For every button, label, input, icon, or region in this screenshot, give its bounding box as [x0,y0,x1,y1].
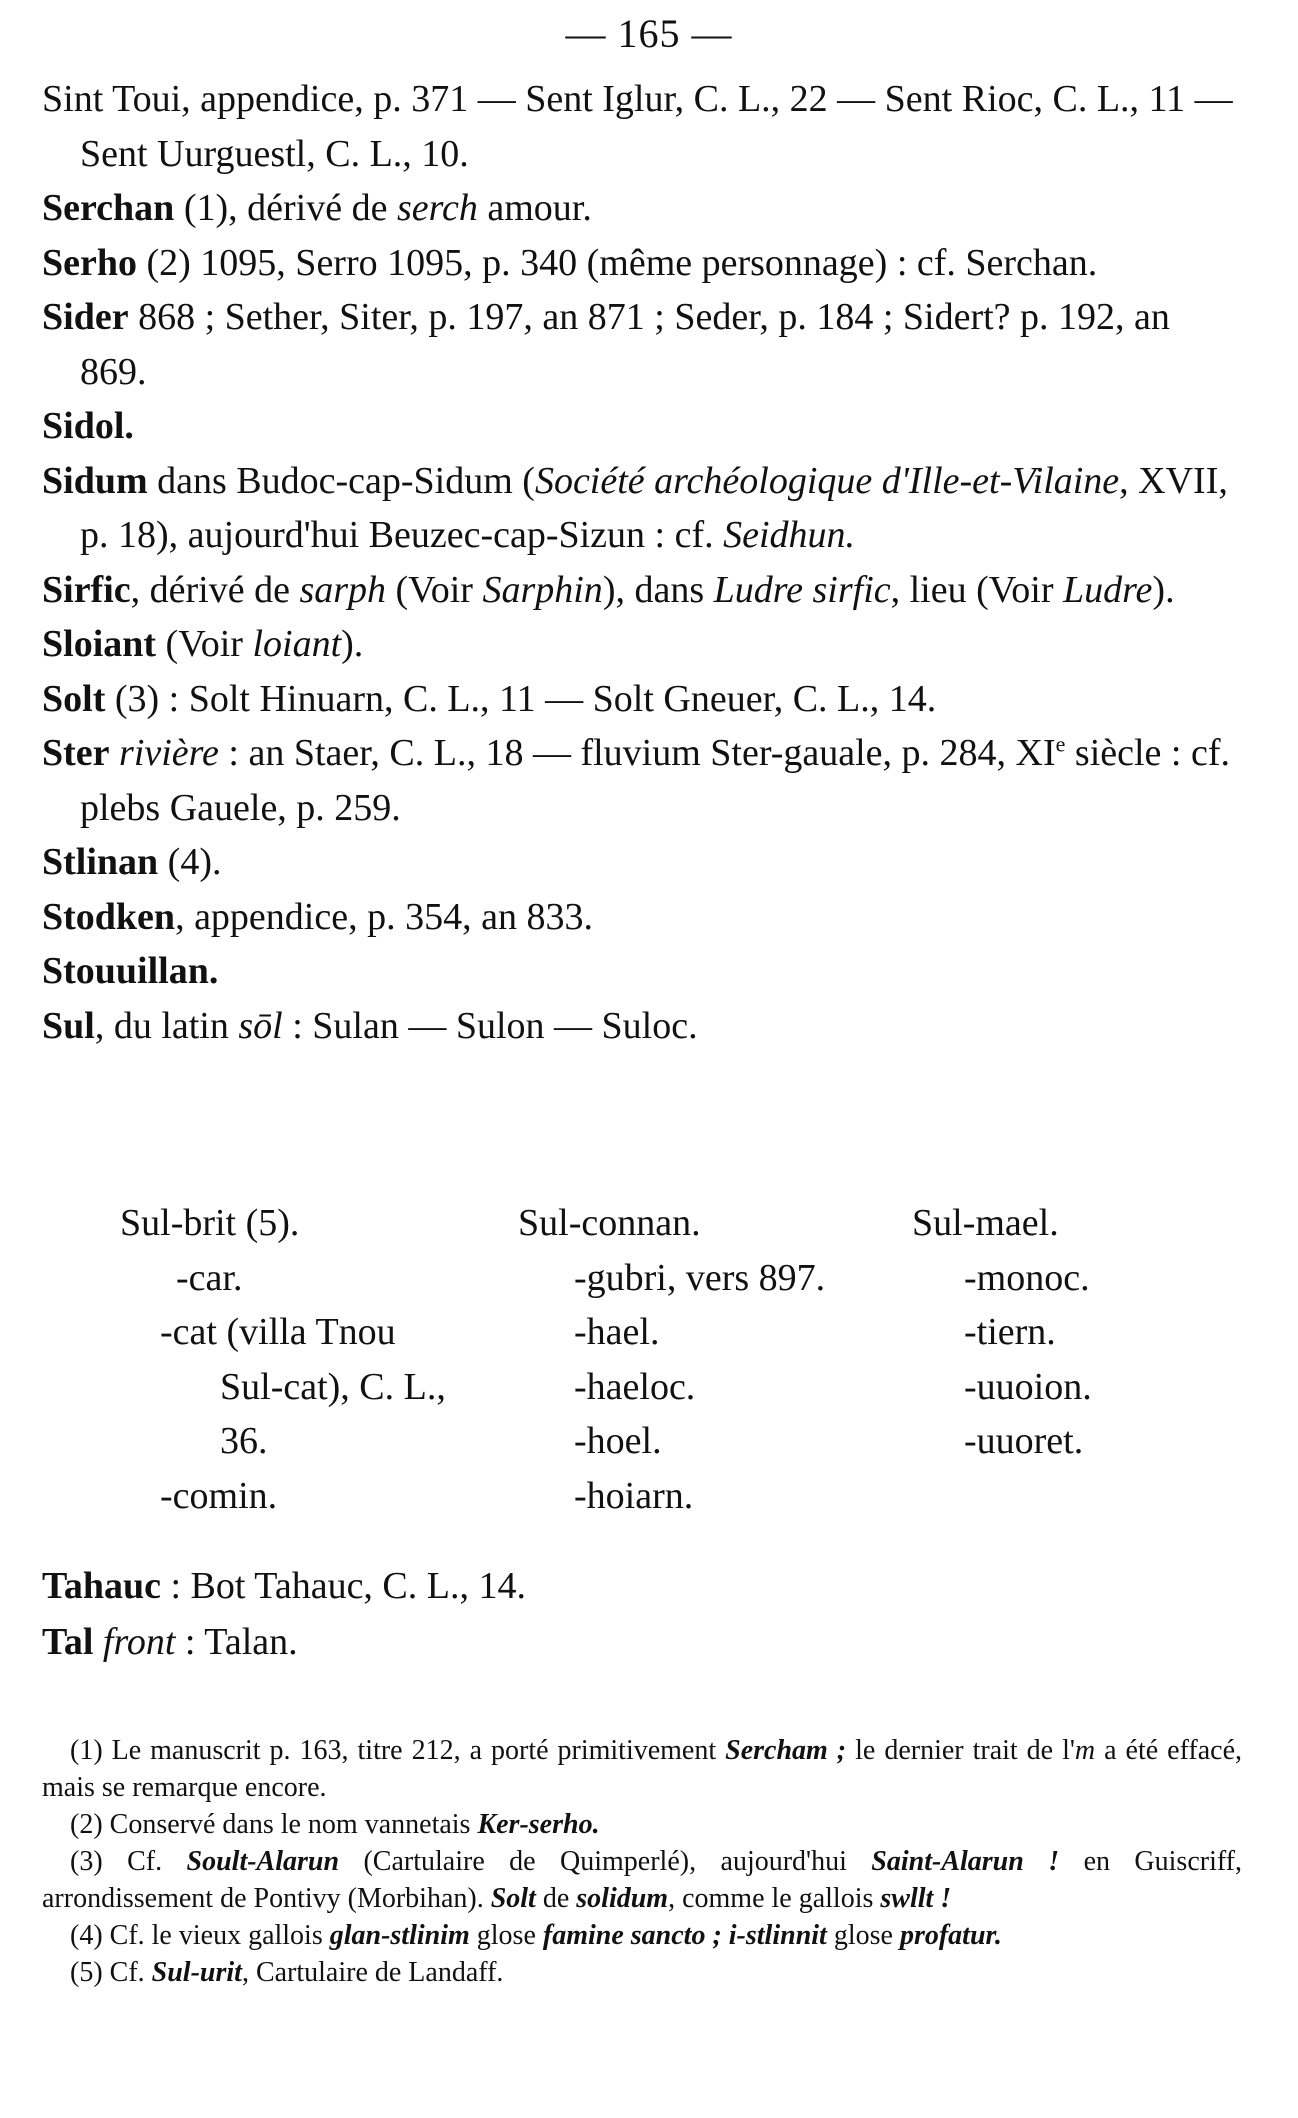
entry-text: (4). [158,841,222,883]
note-text: (1) Le manuscrit p. 163, titre 212, a porté primitivement [70,1735,726,1766]
entry-serchan [42,181,1242,236]
entry-text: , dérivé de [130,568,300,611]
compound-item: -comin. [160,1474,278,1517]
compound-item: -gubri, vers 897. [574,1256,826,1299]
entry-italic: front [102,1621,176,1663]
entry-text: : Bot Tahauc, C. L., 14. [161,1565,526,1607]
note-italic: solidum [576,1883,669,1914]
note-italic: m [1074,1735,1096,1766]
note-italic: famine sancto ; [542,1920,722,1951]
entry-italic: Seidhun. [723,514,856,556]
entry-text: (Voir [386,568,483,611]
entry-text: , lieu (Voir [890,568,1064,611]
note-text: (5) Cf. [70,1957,152,1988]
footnote-3 [42,1843,1242,1917]
glossary-entries [42,72,1242,1053]
compound-item: -haeloc. [574,1365,696,1408]
entry-italic: Sarphin [482,568,603,611]
note-text: en Guiscriff, arrondissement de Pontivy (Morbihan). [42,1846,1243,1914]
headword: Sidol. [42,405,134,447]
entry-italic: Ludre sirfic [713,568,891,611]
entry-text: dans Budoc-cap-Sidum ( [147,459,535,502]
entry-text: : an Staer, C. L., 18 — fluvium Ster-gauale, p. 284, XI [218,732,1056,774]
note-text [722,1920,729,1951]
entry-text: amour. [477,187,592,229]
entry-stodken [42,890,1242,945]
note-italic: Sul-urit [151,1957,242,1988]
entry-italic: sōl [238,1004,283,1047]
entry-solt [42,672,1242,727]
column-3 [912,1196,1092,1469]
note-italic: Sercham ; [725,1735,847,1766]
entry-stouuillan [42,944,1242,999]
compound-item: -hael. [574,1311,660,1353]
tail-entries [42,1558,1242,1670]
headword: Solt [42,677,106,720]
note-italic: Solt [490,1883,536,1914]
entry-continuation [42,72,1242,181]
entry-text: : Sulan — Sulon — Suloc. [282,1004,698,1047]
entry-text: , appendice, p. 354, an 833. [175,895,593,938]
entry-tahauc [42,1558,1242,1614]
headword: Sul [42,1004,95,1047]
entry-sul [42,999,1242,1054]
note-text: a été effacé, mais se remarque encore. [42,1735,1243,1803]
compound-item: -cat (villa Tnou [160,1311,396,1353]
entry-sidol [42,399,1242,454]
compound-item: -car. [176,1256,243,1299]
entry-text: (Voir [156,623,253,665]
note-italic: Ker-serho. [477,1809,600,1840]
compound-item: -hoel. [574,1420,662,1462]
entry-sidum [42,454,1242,563]
entry-italic: Ludre [1063,568,1153,611]
note-italic: Soult-Alarun [186,1846,340,1877]
entry-text: (2) 1095, Serro 1095, p. 340 (même personnage) : cf. Serchan. [137,241,1098,284]
entry-italic: sarph [299,568,387,611]
headword: Ster [42,732,110,774]
headword: Serchan [42,187,175,229]
entry-italic: serch [396,187,478,229]
note-text: glose [826,1920,900,1951]
entry-stlinan [42,835,1242,890]
entry-text: , XVII, p. 18), aujourd'hui Beuzec-cap-Sizun : cf. [80,459,1228,556]
entry-italic: Société archéologique d'Ille-et-Vilaine [534,459,1120,502]
entry-italic: rivière [119,732,219,774]
headword: Stlinan [42,841,159,883]
note-text: (3) Cf. [70,1846,187,1877]
headword: Sider [42,296,129,338]
entry-ster [42,726,1242,835]
superscript: e [1055,731,1066,757]
entry-text: ). [341,623,364,665]
note-text: glose [469,1920,543,1951]
entry-text: ). [1152,568,1175,611]
compound-item: Sul-connan. [518,1202,701,1244]
entry-text: siècle : cf. plebs Gauele, p. 259. [80,732,1231,829]
entry-text: ), dans [602,568,714,611]
note-text: le dernier trait de l' [846,1735,1075,1766]
note-text: de [535,1883,577,1914]
headword: Tahauc [42,1565,161,1607]
note-italic: i-stlinnit [728,1920,827,1951]
entry-text: (3) : Solt Hinuarn, C. L., 11 — Solt Gneuer, C. L., 14. [105,677,937,720]
footnotes [42,1732,1242,1991]
footnote-1 [42,1732,1242,1806]
headword: Stodken [42,895,176,938]
entry-tal [42,1614,1242,1670]
headword: Sirfic [42,568,131,611]
column-1 [120,1196,446,1523]
compound-item: -monoc. [964,1256,1090,1299]
column-2 [518,1196,825,1523]
entry-serho [42,236,1242,291]
entry-text: : Talan. [175,1621,298,1663]
note-text: (Cartulaire de Quimperlé), aujourd'hui [339,1846,872,1877]
entry-sider [42,290,1242,399]
entry-text: , du latin [94,1004,239,1047]
compound-item: Sul-brit (5). [120,1202,300,1244]
headword: Tal [42,1621,94,1663]
entry-text: 868 ; Sether, Siter, p. 197, an 871 ; Seder, p. 184 ; Sidert? p. 192, an 869. [80,296,1170,393]
entry-italic: loiant [252,623,342,665]
footnote-2 [42,1806,1242,1843]
headword: Sloiant [42,623,157,665]
note-text: (4) Cf. le vieux gallois [70,1920,330,1951]
entry-sloiant [42,617,1242,672]
compound-item: -uuoion. [964,1365,1092,1408]
entry-text: Sint Toui, appendice, p. 371 — Sent Iglur, C. L., 22 — Sent Rioc, C. L., 11 — Sent Uurguestl, C. L., 10. [42,78,1233,175]
headword: Stouuillan. [42,950,219,992]
headword: Sidum [42,459,148,502]
footnote-5 [42,1954,1242,1991]
compound-item: 36. [220,1420,268,1462]
footnote-4 [42,1917,1242,1954]
compound-item: Sul-mael. [912,1202,1059,1244]
entry-sirfic [42,563,1242,618]
note-text: , comme le gallois [668,1883,881,1914]
entry-text: (1), dérivé de [174,187,397,229]
note-text: , Cartulaire de Landaff. [241,1957,504,1988]
note-italic: profatur. [899,1920,1002,1951]
note-italic: glan-stlinim [329,1920,470,1951]
page-number: — 165 — [565,11,733,56]
note-text: (2) Conservé dans le nom vannetais [70,1809,478,1840]
compound-item: -uuoret. [964,1420,1084,1462]
compound-item: Sul-cat), C. L., [220,1365,446,1408]
compound-item: -hoiarn. [574,1474,694,1517]
headword: Serho [42,241,137,284]
note-italic: Saint-Alarun ! [871,1846,1060,1877]
compound-item: -tiern. [964,1311,1056,1353]
note-italic: swllt ! [880,1883,952,1914]
